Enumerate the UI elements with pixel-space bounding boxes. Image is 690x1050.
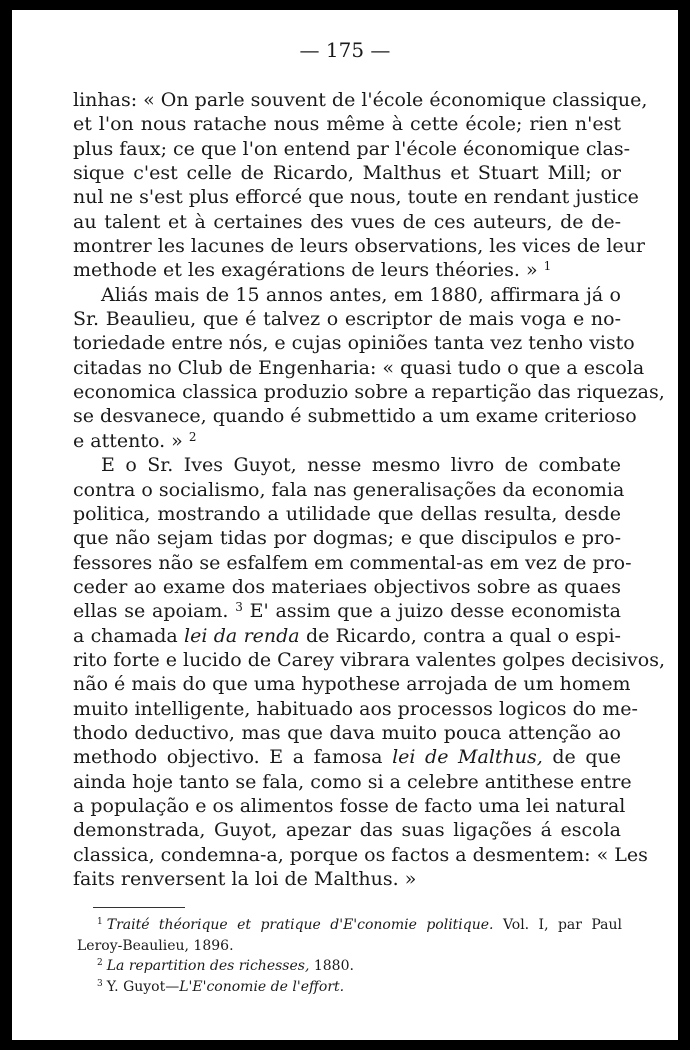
text-segment: de Ricardo, contra a qual o espi-	[305, 624, 621, 647]
text-line: que não sejam tidas por dogmas; e que discipulos e pro-	[73, 527, 621, 550]
footnote-title: Traité théorique et pratique d'E'conomie politique.	[106, 917, 494, 933]
footnote-ref-1: 1	[543, 259, 552, 274]
text-line: demonstrada, Guyot, apezar das suas ligações á escola	[73, 819, 621, 842]
text-line: se desvanece, quando é submettido a um exame criterioso	[73, 405, 637, 428]
text-segment: de que	[552, 746, 621, 769]
ref-group	[235, 600, 621, 622]
footnote-title: L'E'conomie de l'effort.	[179, 978, 345, 995]
text-line-content: e attento. »	[73, 429, 183, 452]
footnotes	[77, 915, 622, 997]
footnote-1-continued: Leroy-Beaulieu, 1896.	[77, 937, 234, 954]
footnote-ref-2: 2	[188, 429, 197, 444]
text-line: plus faux; ce que l'on entend par l'école économique clas-	[73, 137, 631, 160]
text-line: faits renversent la loi de Malthus. »	[73, 868, 417, 890]
text-segment: ellas se apoiam.	[73, 600, 229, 623]
text-line: montrer les lacunes de leurs observations, les vices de leur	[73, 235, 645, 258]
footnote-mark: 1	[97, 917, 103, 927]
italic-term: lei de Malthus,	[392, 746, 543, 769]
text-line: et l'on nous ratache nous même à cette école; rien n'est	[73, 113, 621, 136]
footnote-mark: 3	[97, 978, 103, 989]
text-line: politica, mostrando a utilidade que dellas resulta, desde	[73, 502, 621, 525]
footnote-mark: 2	[97, 958, 103, 968]
text-segment: methodo objectivo. E a famosa	[73, 746, 383, 769]
text-line-content: methode et les exagérations de leurs théories. »	[73, 259, 538, 282]
text-line	[73, 429, 621, 453]
text-line	[73, 599, 621, 623]
footnote-head	[97, 917, 494, 933]
text-line: thodo deductivo, mas que dava muito pouca attenção ao	[73, 721, 621, 744]
text-line: ainda hoje tanto se fala, como si a celebre antithese entre	[73, 770, 632, 793]
text-segment: E' assim que a juizo desse economista	[249, 600, 621, 623]
footnote-text: Y. Guyot—	[106, 978, 180, 995]
text-line: ceder ao exame dos materiaes objectivos sobre as quaes	[73, 575, 621, 598]
footnote-title: La repartition des richesses,	[106, 958, 310, 974]
text-line: Sr. Beaulieu, que é talvez o escriptor de mais voga e no-	[73, 308, 621, 331]
footnote-3	[77, 977, 622, 998]
footnote-2	[77, 956, 622, 977]
text-line: nul ne s'est plus efforcé que nous, toute en rendant justice	[73, 186, 639, 209]
text-line: fessores não se esfalfem em commental-as em vez de pro-	[73, 551, 632, 574]
text-segment: a chamada	[73, 624, 178, 647]
italic-term: lei da renda	[184, 624, 300, 647]
footnote-ref-3: 3	[235, 600, 243, 615]
text-line: contra o socialismo, fala nas generalisações da economia	[73, 478, 625, 501]
book-page	[12, 10, 678, 1040]
text-line: sique c'est celle de Ricardo, Malthus et Stuart Mill; or	[73, 162, 621, 185]
text-line: não é mais do que uma hypothese arrojada de um homem	[73, 673, 631, 696]
text-line: citadas no Club de Engenharia: « quasi tudo o que a escola	[73, 356, 645, 379]
text-line	[73, 258, 621, 282]
text-line: muito intelligente, habituado aos processos logicos do me-	[73, 697, 638, 720]
footnote-text: 1880.	[313, 958, 354, 974]
text-line: toriedade entre nós, e cujas opiniões tanta vez tenho visto	[73, 332, 635, 355]
text-line: economica classica produzio sobre a repartição das riquezas,	[73, 381, 665, 404]
text-line: a população e os alimentos fosse de facto uma lei natural	[73, 794, 626, 817]
footnote-text: Vol. I, par Paul	[502, 917, 623, 933]
main-text	[73, 88, 666, 891]
footnote-1	[77, 915, 622, 936]
page-number: — 175 —	[299, 38, 391, 62]
text-line	[73, 745, 621, 769]
footnote-divider	[93, 907, 185, 908]
text-line: rito forte e lucido de Carey vibrara valentes golpes decisivos,	[73, 648, 666, 671]
text-line	[73, 624, 621, 648]
text-line: Aliás mais de 15 annos antes, em 1880, affirmara já o	[101, 283, 621, 306]
text-line: au talent et à certaines des vues de ces auteurs, de de-	[73, 210, 621, 233]
text-line: E o Sr. Ives Guyot, nesse mesmo livro de combate	[101, 454, 621, 477]
text-line: linhas: « On parle souvent de l'école économique classique,	[73, 89, 648, 111]
text-line: classica, condemna-a, porque os factos a desmentem: « Les	[73, 843, 648, 866]
